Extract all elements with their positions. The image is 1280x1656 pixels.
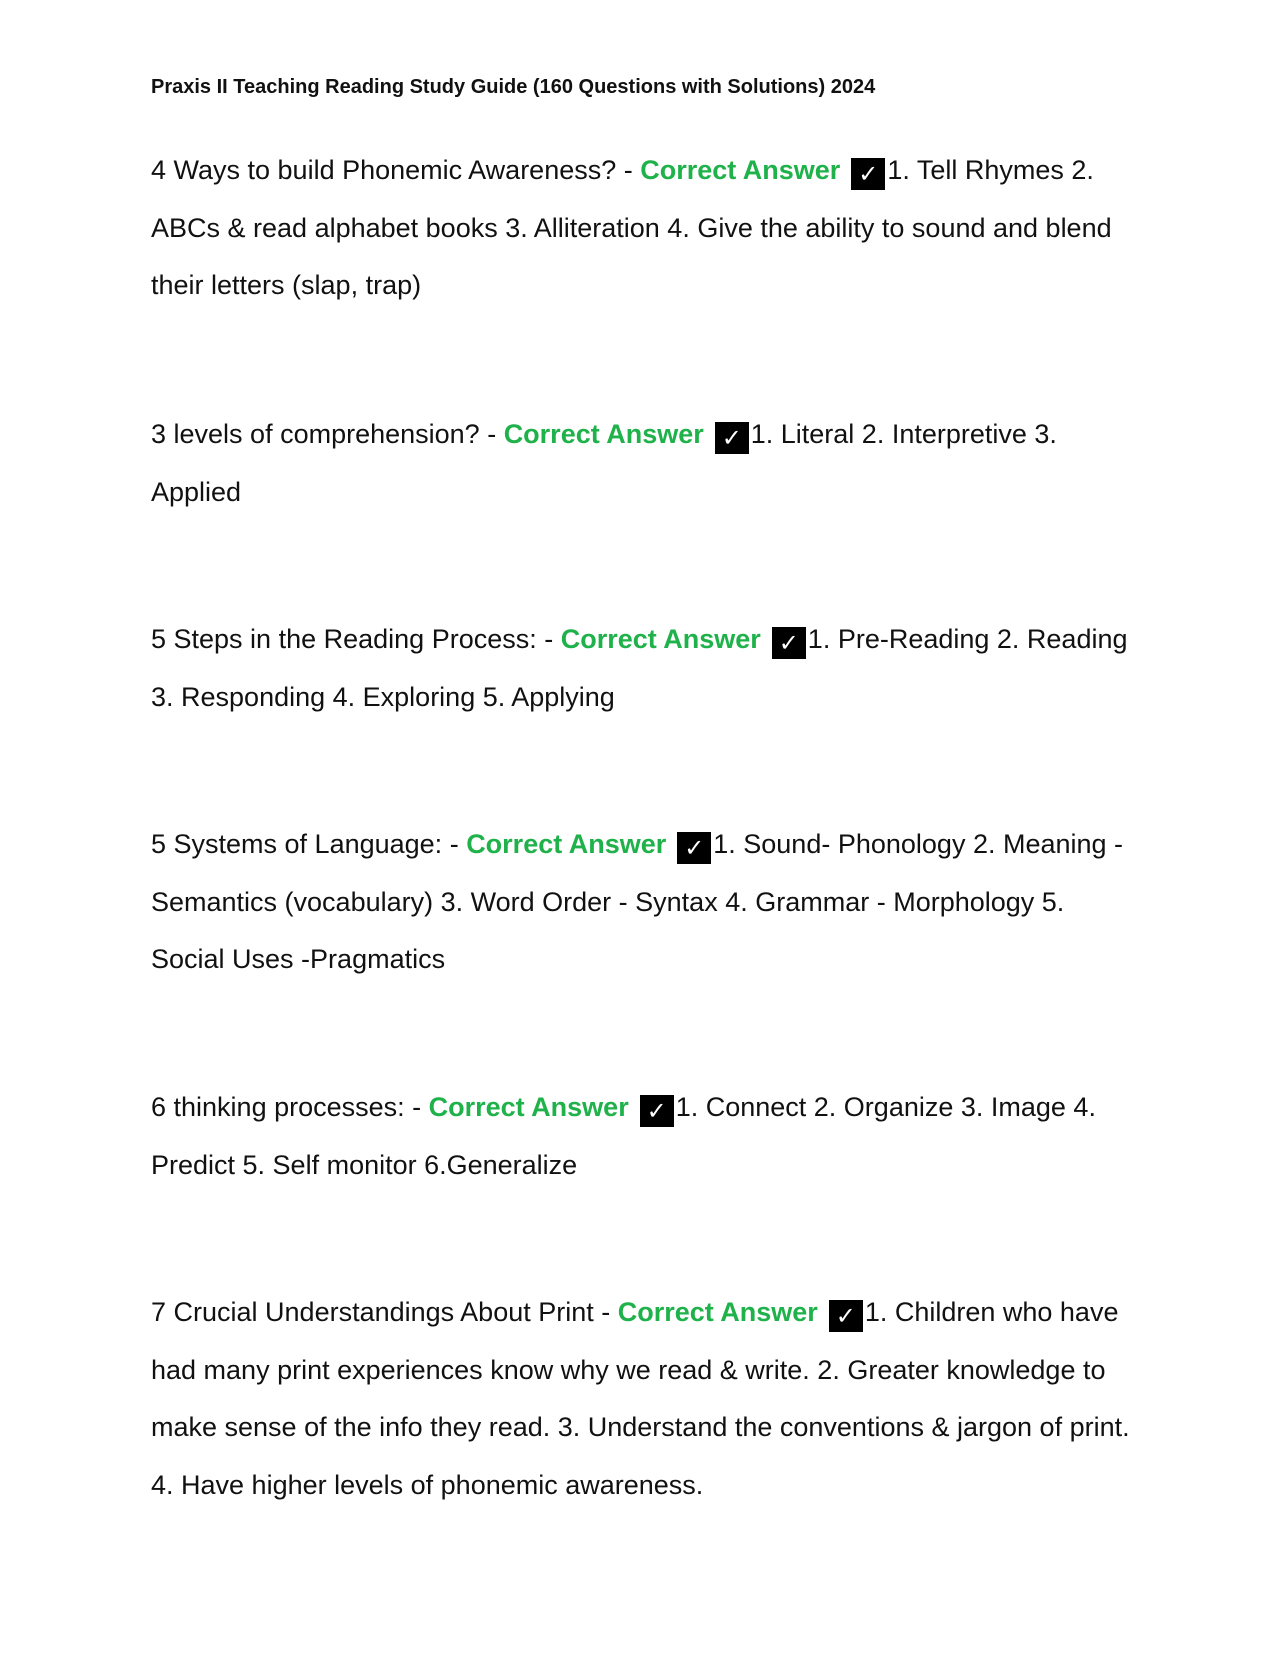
check-mark-icon: ✓ (829, 1300, 863, 1332)
qa-item (151, 406, 1141, 521)
qa-item (151, 816, 1141, 989)
question-text: 4 Ways to build Phonemic Awareness? - (151, 155, 641, 185)
qa-item (151, 1079, 1141, 1194)
qa-item (151, 142, 1141, 315)
qa-item (151, 1284, 1141, 1514)
check-mark-icon: ✓ (772, 627, 806, 659)
check-mark-icon: ✓ (677, 832, 711, 864)
answer-text: 1. Connect 2. Organize 3. Image 4. Predict 5. Self monitor 6.Generalize (151, 1092, 1096, 1180)
question-text: 3 levels of comprehension? - (151, 419, 504, 449)
question-text: 7 Crucial Understandings About Print - (151, 1297, 618, 1327)
check-mark-icon: ✓ (640, 1095, 674, 1127)
question-text: 5 Steps in the Reading Process: - (151, 624, 561, 654)
answer-text: 1. Pre-Reading 2. Reading 3. Responding 4. Exploring 5. Applying (151, 624, 1128, 712)
check-mark-icon: ✓ (851, 158, 885, 190)
correct-answer-label: Correct Answer (560, 624, 761, 654)
answer-text: 1. Literal 2. Interpretive 3. Applied (151, 419, 1057, 507)
question-text: 6 thinking processes: - (151, 1092, 429, 1122)
question-text: 5 Systems of Language: - (151, 829, 467, 859)
correct-answer-label: Correct Answer (617, 1297, 818, 1327)
correct-answer-label: Correct Answer (466, 829, 667, 859)
correct-answer-label: Correct Answer (428, 1092, 629, 1122)
document-header: Praxis II Teaching Reading Study Guide (160 Questions with Solutions) 2024 (151, 76, 876, 98)
answer-text: 1. Tell Rhymes 2. ABCs & read alphabet books 3. Alliteration 4. Give the ability to sound and blend their letters (slap, trap) (151, 155, 1112, 300)
check-mark-icon: ✓ (715, 422, 749, 454)
answer-text: 1. Children who have had many print experiences know why we read & write. 2. Greater knowledge to make sense of the info they read. 3. Understand the conventions & jargon of print. 4. Have higher levels of phonemic awareness. (151, 1297, 1130, 1500)
qa-item (151, 611, 1141, 726)
correct-answer-label: Correct Answer (503, 419, 704, 449)
correct-answer-label: Correct Answer (640, 155, 841, 185)
answer-text: 1. Sound- Phonology 2. Meaning -Semantics (vocabulary) 3. Word Order - Syntax 4. Grammar - Morphology 5. Social Uses -Pragmatics (151, 829, 1124, 974)
